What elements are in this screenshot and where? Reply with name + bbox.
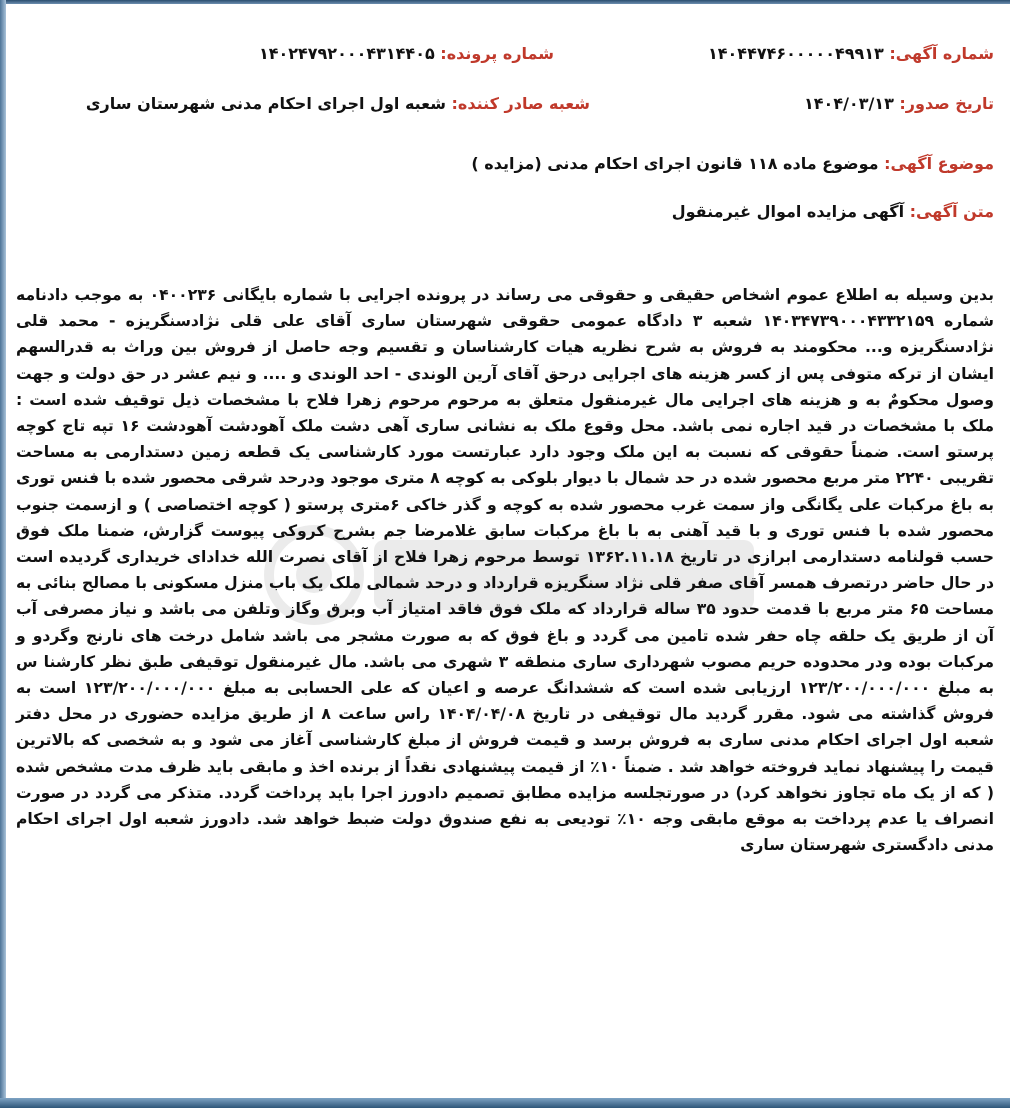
text-title: آگهی مزایده اموال غیرمنقول bbox=[671, 202, 905, 221]
text-title-row bbox=[672, 202, 994, 221]
issuer: شعبه اول اجرای احکام مدنی شهرستان ساری bbox=[85, 94, 446, 113]
case-number-row bbox=[259, 44, 554, 63]
case-number-label: شماره پرونده: bbox=[440, 44, 554, 63]
text-label: متن آگهی: bbox=[909, 202, 994, 221]
issue-date-label: تاریخ صدور: bbox=[899, 94, 994, 113]
issuer-row bbox=[86, 94, 590, 113]
issuer-label: شعبه صادر کننده: bbox=[451, 94, 590, 113]
notice-number-label: شماره آگهی: bbox=[889, 44, 994, 63]
case-number: ۱۴۰۲۴۷۹۲۰۰۰۴۳۱۴۴۰۵ bbox=[258, 44, 435, 63]
left-border bbox=[0, 0, 6, 1108]
subject-label: موضوع آگهی: bbox=[884, 154, 994, 173]
notice-body-text: بدین وسیله به اطلاع عموم اشخاص حقیقی و حقوقی می رساند در پرونده اجرایی با شماره بایگانی ۰۴۰۰۲۳۶ به موجب دادنامه شماره ۱۴۰۳۴۷۳۹۰۰۰۴۳۳۲۱۵۹ شعبه ۳ دادگاه عمومی حقوقی شهرستان ساری آقای علی قلی نژادسنگریزه - محمد قلی نژادسنگریزه و... محکومند به فروش به شرح نظریه هیات کارشناسان و تقسیم وجه حاصل از فروش بین وراث به قدرالسهم ایشان از ترکه متوفی پس از کسر هزینه های اجرایی درحق آقای آرین الوندی - احد الوندی و .... و نیم عشر در حق دولت و جهت وصول محکومٌ به و هزینه های اجرایی مال غیرمنقول متعلق به مرحوم مرحوم زهرا فلاح با مشخصات ذیل توقیف شده است : ملک با مشخصات در قید اجاره نمی باشد. محل وقوع ملک به نشانی ساری آهی دشت ملک آهودشت آهودشت ۱۶ تپه تاج کوچه پرستو است. ضمناً حقوقی که نسبت به این ملک وجود دارد عبارتست مورد کارشناسی یک قطعه زمین دستدارمی به مساحت تقریبی ۲۲۴۰ متر مربع محصور شده در حد شمال با دیوار بلوکی به کوچه ۸ متری موجود ودرحد شرقی محصور شده با فنس توری به باغ مرکبات علی یگانگی واز سمت غرب محصور شده به کوچه و گذر خاکی ۶متری پرستو ( کوچه اختصاصی ) و ازسمت جنوب محصور شده با فنس توری و با قید آهنی به با باغ مرکبات سابق غلامرضا جم بشرح کروکی پیوست گزارش، ضمنا ملک فوق حسب قولنامه دستدارمی ابرازی در تاریخ ۱۳۶۲.۱۱.۱۸ توسط مرحوم زهرا فلاح از آقای نصرت الله خدادای خریداری گردیده است در حال حاضر درتصرف همسر آقای صفر قلی نژاد سنگریزه قرارداد و درحد شمالی ملک یک باب منزل مسکونی با مصالح بنائی به مساحت ۶۵ متر مربع با قدمت حدود ۳۵ ساله قرارداد که ملک فوق فاقد امتیاز آب وبرق وگاز وتلفن می باشد و نیاز مصرفی آب آن از طریق یک حلقه چاه حفر شده تامین می گردد و باغ فوق که به صورت مشجر می باشد شامل درخت های نارنج وگردو و مرکبات بوده ودر محدوده حریم مصوب شهرداری ساری منطقه ۳ شهری می باشد. مال غیرمنقول توقیفی طبق نظر کارشنا س به مبلغ ۱۲۳/۲۰۰/۰۰۰/۰۰۰ ارزیابی شده است که ششدانگ عرصه و اعیان که علی الحسابی به مبلغ ۱۲۳/۲۰۰/۰۰۰/۰۰۰ است به فروش گذاشته می شود. مقرر گردید مال توقیفی در تاریخ ۱۴۰۴/۰۴/۰۸ راس ساعت ۸ از طریق مزایده حضوری در محل دفتر شعبه اول اجرای احکام مدنی ساری به فروش برسد و قیمت فروش از مبلغ کارشناسی آغاز می شود و به شخصی که بالاترین قیمت را پیشنهاد نماید فروخته خواهد شد . ضمناً ۱۰٪ از قیمت پیشنهادی نقداً از برنده اخذ و مابقی باید ظرف مدت مشخص شده ( که از یک ماه تجاوز نخواهد کرد) در صورتجلسه مزایده مطابق تصمیم دادورز اجرا باید پرداخت گردد. متذکر می گردد در صورت انصراف یا عدم پرداخت به موقع مابقی وجه ۱۰٪ تودیعی به نفع صندوق دولت ضبط خواهد شد. دادورز شعبه اول اجرای احکام مدنی دادگستری شهرستان ساری bbox=[16, 286, 995, 855]
subject: موضوع ماده ۱۱۸ قانون اجرای احکام مدنی (مزایده ) bbox=[471, 154, 879, 173]
notice-document bbox=[14, 0, 994, 1096]
issue-date: ۱۴۰۴/۰۳/۱۳ bbox=[804, 94, 894, 113]
issue-date-row bbox=[804, 94, 994, 113]
subject-row bbox=[471, 154, 994, 173]
bottom-border bbox=[0, 1098, 1010, 1108]
notice-number: ۱۴۰۴۴۷۴۶۰۰۰۰۰۴۹۹۱۳ bbox=[708, 44, 884, 63]
notice-number-row bbox=[708, 44, 994, 63]
